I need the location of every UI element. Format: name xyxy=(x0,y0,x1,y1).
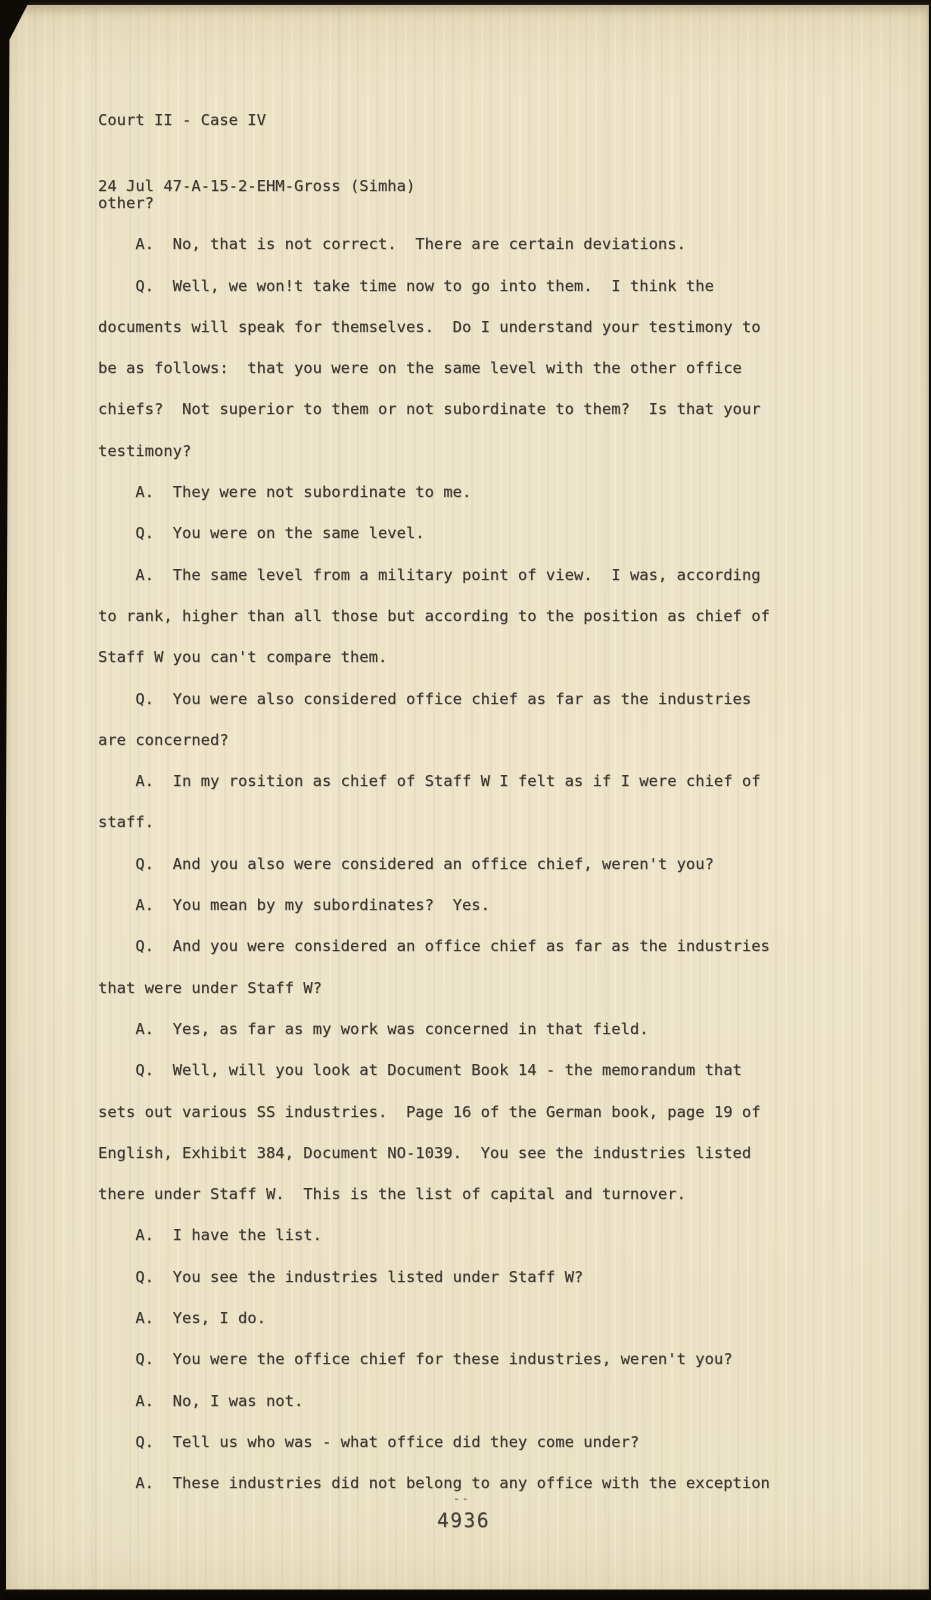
transcript-line: that were under Staff W? xyxy=(98,978,322,997)
transcript-line: A. You mean by my subordinates? Yes. xyxy=(98,896,490,915)
transcript-line: are concerned? xyxy=(98,730,229,749)
page-number: 4936 xyxy=(437,1509,490,1532)
transcript-line: A. In my rosition as chief of Staff W I felt as if I were chief of xyxy=(98,772,761,791)
transcript-line: English, Exhibit 384, Document NO-1039. You see the industries listed xyxy=(98,1143,752,1162)
transcript-line: chiefs? Not superior to them or not subordinate to them? Is that your xyxy=(98,400,761,419)
transcript-line: A. Yes, as far as my work was concerned in that field. xyxy=(98,1019,649,1038)
header-line-date: 24 Jul 47-A-15-2-EHM-Gross (Simha) xyxy=(98,177,416,195)
transcript-line: staff. xyxy=(98,813,154,832)
transcript-line: A. They were not subordinate to me. xyxy=(98,483,472,502)
page-number-mark: -- xyxy=(453,1492,471,1505)
transcript-line: A. These industries did not belong to any office with the exception xyxy=(98,1474,770,1493)
transcript-line: Q. Tell us who was - what office did they come under? xyxy=(98,1432,640,1451)
paper-streak xyxy=(94,5,97,1590)
transcript-line: testimony? xyxy=(98,441,192,460)
scan-edge-bottom xyxy=(0,1589,931,1600)
transcript-line: Q. You were also considered office chief as far as the industries xyxy=(98,689,752,708)
transcript-line: Q. You see the industries listed under Staff W? xyxy=(98,1267,584,1286)
transcript-line: Q. And you also were considered an office chief, weren't you? xyxy=(98,854,714,873)
transcript-line: sets out various SS industries. Page 16 of the German book, page 19 of xyxy=(98,1102,761,1121)
transcript-line: there under Staff W. This is the list of capital and turnover. xyxy=(98,1185,686,1204)
transcript-line: be as follows: that you were on the same level with the other office xyxy=(98,359,742,378)
scan-edge-top xyxy=(0,0,931,5)
transcript-line: A. No, that is not correct. There are certain deviations. xyxy=(98,235,686,254)
transcript-line: Q. You were on the same level. xyxy=(98,524,425,543)
transcript-line: documents will speak for themselves. Do I understand your testimony to xyxy=(98,317,761,336)
transcript-line: Q. And you were considered an office chief as far as the industries xyxy=(98,937,770,956)
header-line-court: Court II - Case IV xyxy=(98,111,266,129)
transcript-body xyxy=(98,183,770,1505)
transcript-line: Q. You were the office chief for these industries, weren't you? xyxy=(98,1350,733,1369)
transcript-line: A. The same level from a military point of view. I was, according xyxy=(98,565,761,584)
transcript-line: A. No, I was not. xyxy=(98,1391,304,1410)
transcript-line: other? xyxy=(98,194,154,212)
transcript-line: Q. Well, will you look at Document Book 14 - the memorandum that xyxy=(98,1061,742,1080)
transcript-line: to rank, higher than all those but according to the position as chief of xyxy=(98,606,770,625)
paper-sheet xyxy=(6,5,929,1590)
transcript-line: Staff W you can't compare them. xyxy=(98,648,388,667)
transcript-line: Q. Well, we won!t take time now to go into them. I think the xyxy=(98,276,714,295)
transcript-line: A. Yes, I do. xyxy=(98,1309,266,1328)
transcript-line: A. I have the list. xyxy=(98,1226,322,1245)
